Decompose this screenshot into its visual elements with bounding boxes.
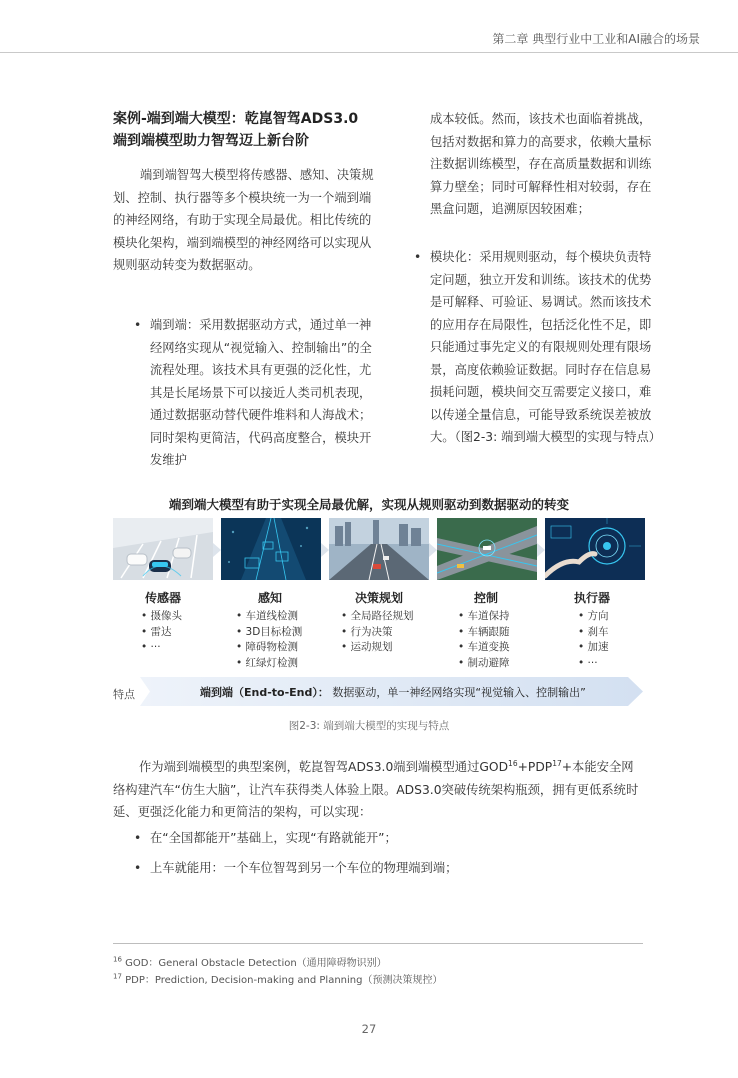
footnote-ref-17[interactable]: 17 — [552, 758, 562, 768]
ads-paragraph-part1: 作为端到端模型的典型案例，乾崑智驾ADS3.0端到端模型通过GOD — [139, 760, 509, 774]
chevron-right-icon — [321, 542, 329, 556]
case-title-line2: 端到端模型助力智驾迈上新台阶 — [113, 133, 309, 149]
sensor-parking-image — [113, 518, 213, 580]
footnote-17 — [113, 971, 442, 986]
list-item: • 3D目标检测 — [236, 625, 302, 641]
chevron-right-icon — [429, 542, 437, 556]
actuator-hand-image — [545, 518, 645, 580]
list-item: • 运动规划 — [341, 640, 414, 656]
feature-arrow-desc: 数据驱动，单一神经网络实现“视觉输入、控制输出” — [332, 686, 586, 699]
perception-image — [221, 518, 321, 580]
chapter-header: 第二章 典型行业中工业和AI融合的场景 — [492, 32, 700, 46]
column-list-perception — [236, 609, 302, 671]
planning-city-image — [329, 518, 429, 580]
ads-paragraph-part2: +PDP — [517, 760, 553, 774]
footnote-divider — [113, 943, 643, 944]
bullet-dot: • — [134, 861, 142, 875]
list-item: • 车辆跟随 — [458, 625, 510, 641]
column-title-control: 控制 — [473, 591, 498, 605]
column-title-sensor: 传感器 — [144, 591, 181, 605]
list-item: • 摄像头 — [141, 609, 182, 625]
case-title-line1: 案例-端到端大模型：乾崑智驾ADS3.0 — [113, 111, 359, 127]
bullet-end-to-end — [134, 314, 380, 472]
footnote-16 — [113, 954, 387, 969]
feature-arrow-bold: 端到端（End-to-End）： — [200, 686, 329, 699]
list-item: • 障碍物检测 — [236, 640, 302, 656]
column-list-sensor — [141, 609, 182, 656]
chevron-right-icon — [537, 542, 545, 556]
page-number: 27 — [361, 1022, 377, 1036]
ads-paragraph-part3: +本能安全网络构建汽车“仿生大脑”，让汽车获得类人体验上限。ADS3.0突破传统架构瓶颈，拥有更低系统时延、更强泛化能力和更简洁的架构，可以实现： — [113, 760, 639, 819]
footnote-ref-16[interactable]: 16 — [508, 758, 518, 768]
list-item: • 加速 — [578, 640, 609, 656]
figure-title: 端到端大模型有助于实现全局最优解，实现从规则驱动到数据驱动的转变 — [168, 497, 569, 512]
footnote-text: GOD：General Obstacle Detection（通用障碍物识别） — [125, 958, 387, 969]
bullet-dot: • — [134, 318, 142, 332]
header-divider — [0, 52, 738, 53]
column-list-planning — [341, 609, 414, 656]
bullet-modular-text: 模块化：采用规则驱动，每个模块负责特定问题，独立开发和训练。该技术的优势是可解释、可验证、易调试。然而该技术的应用存在局限性，包括泛化性不足，即只能通过事先定义的有限规则处理有限场景，高度依赖验证数据。同时存在信息易损耗问题，模块间交互需要定义接口，难以传递全量信息，可能导致系统误差被放大。（图2-3: 端到端大模型的实现与特点） — [430, 250, 662, 444]
bullet-dot: • — [134, 831, 142, 845]
feature-label: 特点 — [113, 688, 135, 701]
bullet-end-to-end-continued: 成本较低。然而，该技术也面临着挑战，包括对数据和算力的高要求，依赖大量标注数据训练模型，存在高质量数据和训练算力壁垒；同时可解释性相对较弱，存在黑盒问题，追溯原因较困难； — [430, 112, 652, 216]
ads-paragraph — [113, 756, 643, 824]
footnote-number: 16 — [113, 955, 122, 964]
column-title-planning: 决策规划 — [354, 591, 403, 605]
bullet-dot: • — [414, 250, 422, 264]
list-item: • 车道变换 — [458, 640, 510, 656]
list-item: • ··· — [578, 656, 609, 672]
footnote-text: PDP：Prediction, Decision-making and Planning（预测决策规控） — [125, 975, 443, 986]
list-item: • 刹车 — [578, 625, 609, 641]
list-item: • 车道保持 — [458, 609, 510, 625]
case-title — [113, 108, 383, 152]
ads-bullet-1 — [134, 827, 630, 850]
bullet-end-to-end-text: 端到端：采用数据驱动方式，通过单一神经网络实现从“视觉输入、控制输出”的全流程处理。该技术具有更强的泛化性，尤其是长尾场景下可以接近人类司机表现，通过数据驱动替代硬件堆料和人海战术；同时架构更简洁，代码高度整合，模块开发维护 — [150, 318, 372, 467]
column-list-control — [458, 609, 510, 671]
list-item: • 制动避障 — [458, 656, 510, 672]
chevron-right-icon — [213, 542, 221, 556]
ads-bullet-1-text: 在“全国都能开”基础上，实现“有路就能开”； — [150, 831, 397, 845]
ads-bullet-2-text: 上车就能用：一个车位智驾到另一个车位的物理端到端； — [150, 861, 458, 875]
list-item: • 全局路径规划 — [341, 609, 414, 625]
intro-paragraph: 端到端智驾大模型将传感器、感知、决策规划、控制、执行器等多个模块统一为一个端到端的神经网络，有助于实现全局最优。相比传统的模块化架构，端到端模型的神经网络可以实现从规则驱动转变为数据驱动。 — [113, 168, 374, 272]
column-title-actuator: 执行器 — [573, 591, 610, 605]
column-title-perception: 感知 — [257, 591, 282, 605]
figure-image-strip — [113, 518, 643, 580]
column-list-actuator — [578, 609, 609, 671]
control-highway-image — [437, 518, 537, 580]
feature-arrow-text — [200, 684, 586, 700]
footnote-number: 17 — [113, 972, 122, 981]
bullet-modular — [414, 246, 662, 449]
list-item: • 方向 — [578, 609, 609, 625]
list-item: • 行为决策 — [341, 625, 414, 641]
figure-caption: 图2-3: 端到端大模型的实现与特点 — [288, 720, 450, 732]
ads-bullet-2 — [134, 857, 630, 880]
list-item: • 雷达 — [141, 625, 182, 641]
list-item: • 红绿灯检测 — [236, 656, 302, 672]
list-item: • ··· — [141, 640, 182, 656]
list-item: • 车道线检测 — [236, 609, 302, 625]
